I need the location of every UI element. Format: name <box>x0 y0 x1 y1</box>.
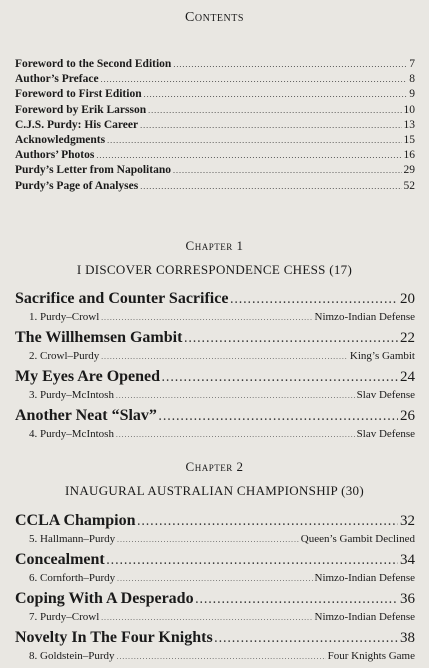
section-title: The Willhemsen Gambit <box>15 329 183 346</box>
section-title: My Eyes Are Opened <box>15 368 161 385</box>
toc-entry[interactable] <box>15 73 415 88</box>
toc-entry-title: Author’s Preface <box>15 73 99 86</box>
game-players: 4. Purdy–McIntosh <box>29 428 114 440</box>
chapter-1-title <box>0 262 429 278</box>
game-entry <box>15 572 415 589</box>
leader-dots <box>159 407 398 425</box>
toc-entry[interactable] <box>15 58 415 73</box>
toc-entry[interactable] <box>15 164 415 179</box>
leader-dots <box>137 512 398 530</box>
toc-entry-title: C.J.S. Purdy: His Career <box>15 118 139 131</box>
section-entry[interactable] <box>15 290 415 311</box>
chapter-1-sections <box>15 290 415 446</box>
toc-entry[interactable] <box>15 104 415 119</box>
toc-entry-title: Purdy’s Letter from Napolitano <box>15 164 171 177</box>
section-page: 22 <box>400 330 415 346</box>
toc-entry-title: Foreword to the Second Edition <box>15 58 172 70</box>
section-page: 26 <box>400 408 415 424</box>
contents-title: Contents <box>185 10 244 25</box>
section-entry[interactable] <box>15 590 415 611</box>
game-entry <box>15 650 415 667</box>
toc-entry[interactable] <box>15 88 415 103</box>
toc-entry[interactable] <box>15 180 415 195</box>
game-entry <box>15 350 415 367</box>
toc-entry-page: 52 <box>403 179 415 192</box>
leader-dots <box>144 88 408 100</box>
game-entry <box>15 389 415 406</box>
leader-dots <box>215 629 398 647</box>
game-entry <box>15 311 415 328</box>
game-players: 8. Goldstein–Purdy <box>29 650 115 662</box>
game-opening: Nimzo-Indian Defense <box>314 572 415 584</box>
chapter-title-text: I DISCOVER CORRESPONDENCE CHESS <box>76 262 326 277</box>
leader-dots <box>140 119 401 131</box>
game-opening: King’s Gambit <box>349 350 415 362</box>
game-players: 7. Purdy–Crowl <box>29 611 100 623</box>
section-entry[interactable] <box>15 512 415 533</box>
game-opening: Slav Defense <box>356 389 415 401</box>
game-opening: Slav Defense <box>356 428 415 440</box>
toc-entry-page: 16 <box>403 149 415 162</box>
section-page: 36 <box>400 591 415 607</box>
section-title: Concealment <box>15 551 105 568</box>
game-players: 6. Cornforth–Purdy <box>29 572 116 584</box>
leader-dots <box>107 134 401 146</box>
section-entry[interactable] <box>15 629 415 650</box>
chapter-title-page: (30) <box>341 483 364 498</box>
game-opening: Nimzo-Indian Defense <box>314 611 415 623</box>
leader-dots <box>101 311 312 323</box>
game-players: 1. Purdy–Crowl <box>29 311 100 323</box>
toc-entry-page: 9 <box>409 88 415 101</box>
section-title: Coping With A Desperado <box>15 590 194 607</box>
game-players: 3. Purdy–McIntosh <box>29 389 114 401</box>
leader-dots <box>117 533 299 545</box>
leader-dots <box>116 428 355 440</box>
leader-dots <box>140 180 401 192</box>
chapter-2-label: Chapter 2 <box>185 459 244 474</box>
section-entry[interactable] <box>15 329 415 350</box>
section-title: Sacrifice and Counter Sacrifice <box>15 290 229 307</box>
toc-entry-page: 15 <box>403 133 415 146</box>
toc-entry-title: Acknowledgments <box>15 133 106 146</box>
toc-entry-page: 13 <box>403 118 415 131</box>
toc-entry[interactable] <box>15 119 415 134</box>
toc-entry-title: Foreword to First Edition <box>15 88 142 101</box>
section-entry[interactable] <box>15 407 415 428</box>
leader-dots <box>107 551 398 569</box>
leader-dots <box>101 611 312 623</box>
leader-dots <box>162 368 398 386</box>
game-entry <box>15 533 415 550</box>
game-opening: Nimzo-Indian Defense <box>314 311 415 323</box>
chapter-2-sections <box>15 512 415 668</box>
game-players: 2. Crowl–Purdy <box>29 350 100 362</box>
game-opening: Queen’s Gambit Declined <box>300 533 415 545</box>
leader-dots <box>148 104 401 116</box>
leader-dots <box>116 389 355 401</box>
game-entry <box>15 611 415 628</box>
section-title: CCLA Champion <box>15 512 136 529</box>
section-entry[interactable] <box>15 551 415 572</box>
leader-dots <box>184 329 398 347</box>
toc-entry-title: Foreword by Erik Larsson <box>15 103 147 116</box>
front-matter-list <box>15 58 415 195</box>
chapter-title-page: (17) <box>329 262 353 277</box>
section-page: 32 <box>400 513 415 529</box>
toc-entry-title: Purdy’s Page of Analyses <box>15 179 139 192</box>
toc-entry-page: 8 <box>409 73 415 86</box>
toc-entry[interactable] <box>15 149 415 164</box>
leader-dots <box>117 572 312 584</box>
leader-dots <box>173 58 407 70</box>
leader-dots <box>101 73 408 85</box>
game-players: 5. Hallmann–Purdy <box>29 533 116 545</box>
section-entry[interactable] <box>15 368 415 389</box>
section-page: 38 <box>400 630 415 646</box>
toc-entry-title: Authors’ Photos <box>15 149 95 162</box>
game-entry <box>15 428 415 445</box>
leader-dots <box>196 590 398 608</box>
chapter-2-title <box>0 483 429 499</box>
toc-entry-page: 10 <box>403 103 415 116</box>
section-page: 24 <box>400 369 415 385</box>
section-page: 20 <box>400 291 415 307</box>
leader-dots <box>230 290 398 308</box>
toc-entry-page: 29 <box>403 164 415 177</box>
leader-dots <box>173 164 402 176</box>
section-page: 34 <box>400 552 415 568</box>
chapter-1-label: Chapter 1 <box>185 238 244 253</box>
game-opening: Four Knights Game <box>327 650 415 662</box>
leader-dots <box>117 650 326 662</box>
toc-entry[interactable] <box>15 134 415 149</box>
toc-entry-page: 7 <box>409 58 415 70</box>
leader-dots <box>96 149 401 161</box>
leader-dots <box>101 350 348 362</box>
section-title: Novelty In The Four Knights <box>15 629 213 646</box>
section-title: Another Neat “Slav” <box>15 407 157 424</box>
chapter-title-text: INAUGURAL AUSTRALIAN CHAMPIONSHIP <box>65 483 338 498</box>
